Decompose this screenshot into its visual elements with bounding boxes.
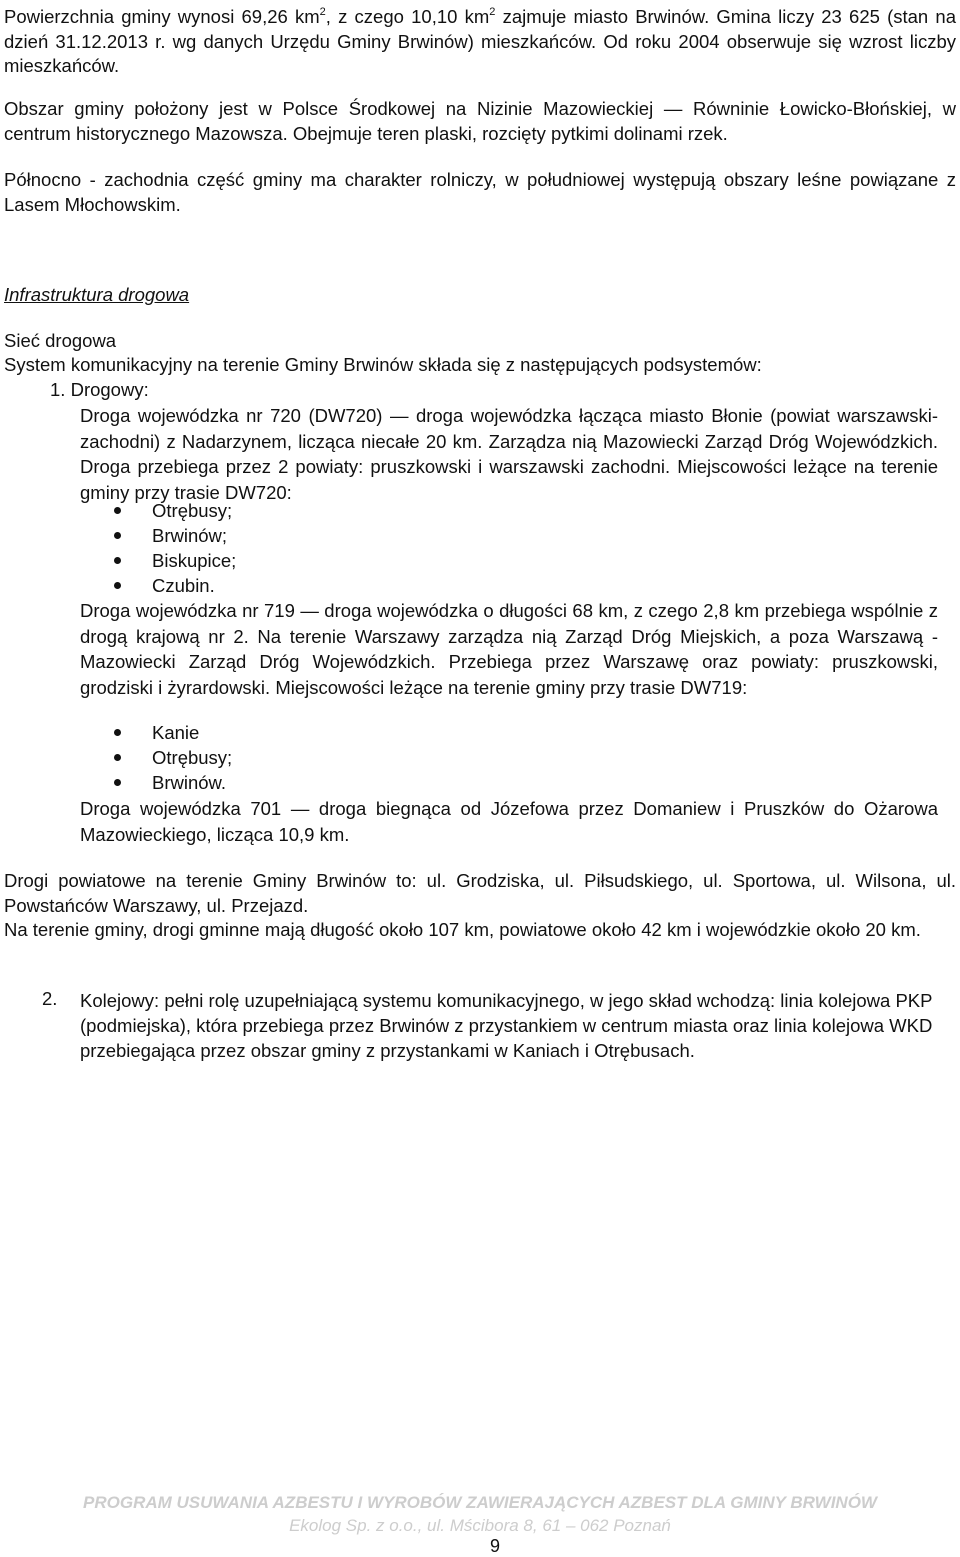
dw719-description: Droga wojewódzka nr 719 — droga wojewódzka o długości 68 km, z czego 2,8 km przebiega wspólnie z drogą krajową nr 2. Na terenie Warszawy zarządza nią Zarząd Dróg Miejskich, a poza Warszawą - Mazowiecki Zarząd Dróg Wojewódzkich. Przebiega przez Warszawę oraz powiaty: pruszkowski, grodziski i żyrardowski. Miejscowości leżące na terenie gminy przy trasie DW719:: [80, 600, 938, 698]
footer-company: Ekolog Sp. z o.o., ul. Mścibora 8, 61 – 062 Poznań: [289, 1516, 671, 1535]
list-item: Otrębusy;: [108, 745, 232, 770]
page-number: 9: [489, 1536, 500, 1556]
superscript-2: 2: [489, 6, 496, 18]
bullet-icon: [114, 779, 121, 786]
list-item: Brwinów.: [108, 770, 232, 795]
railway-description: Kolejowy: pełni rolę uzupełniającą systemu komunikacyjnego, w jego skład wchodzą: linia kolejowa PKP (podmiejska), która przebiega przez Brwinów z przystankiem w centrum miasta oraz linia kolejowa WKD przebiegająca przez obszar gminy z przystankami w Kaniach i Otrębusach.: [80, 990, 933, 1061]
subheading: Sieć drogowa: [4, 330, 117, 351]
county-roads-paragraph: Drogi powiatowe na terenie Gminy Brwinów to: ul. Grodziska, ul. Piłsudskiego, ul. Sportowa, ul. Wilsona, ul. Powstańców Warszawy, ul. Przejazd.: [4, 870, 956, 916]
list-item: Brwinów;: [108, 523, 236, 548]
list-item: Biskupice;: [108, 548, 236, 573]
dw701-description: Droga wojewódzka 701 — droga biegnąca od Józefowa przez Domaniew i Pruszków do Ożarowa Mazowieckiego, licząca 10,9 km.: [80, 798, 938, 845]
section-heading: Infrastruktura drogowa: [4, 284, 190, 305]
system-intro: System komunikacyjny na terenie Gminy Brwinów składa się z następujących podsystemów:: [4, 354, 762, 375]
dw720-description: Droga wojewódzka nr 720 (DW720) — droga wojewódzka łącząca miasto Błonie (powiat warszawski-zachodni) z Nadarzynem, licząca niecałe 20 km. Zarządza nią Mazowiecki Zarząd Dróg Wojewódzkich. Droga przebiega przez 2 powiaty: pruszkowski i warszawski zachodni. Miejscowości leżące na terenie gminy przy trasie DW720:: [80, 405, 938, 503]
landuse-paragraph: Północno - zachodnia część gminy ma charakter rolniczy, w południowej występują obszary leśne powiązane z Lasem Młochowskim.: [4, 169, 956, 215]
bullet-icon: [114, 582, 121, 589]
bullet-icon: [114, 557, 121, 564]
list-item-1-header: 1. Drogowy:: [50, 379, 149, 400]
bullet-icon: [114, 507, 121, 514]
list-item: Kanie: [108, 720, 232, 745]
road-length-paragraph: Na terenie gminy, drogi gminne mają długość około 107 km, powiatowe około 42 km i wojewódzkie około 20 km.: [4, 919, 921, 940]
footer-title: PROGRAM USUWANIA AZBESTU I WYROBÓW ZAWIERAJĄCYCH AZBEST DLA GMINY BRWINÓW: [83, 1493, 877, 1512]
bullet-icon: [114, 754, 121, 761]
list-item: Czubin.: [108, 573, 236, 598]
list-item: Otrębusy;: [108, 498, 236, 523]
superscript-2: 2: [319, 6, 326, 18]
location-paragraph: Obszar gminy położony jest w Polsce Środkowej na Nizinie Mazowieckiej — Równinie Łowicko-Błońskiej, w centrum historycznego Mazowsza. Obejmuje teren plaski, rozcięty pytkimi dolinami rzek.: [4, 98, 956, 144]
dw719-places-list: [108, 720, 232, 795]
list-item-2-number: 2.: [42, 988, 58, 1009]
intro-paragraph: Powierzchnia gminy wynosi 69,26 $km^2$, z czego 10,10 $km^2$ zajmuje miasto Brwinów. Gmina liczy 23 625 (stan na dzień 31.12.2013 r. wg danych Urzędu Gminy Brwinów) mieszkańców. Od roku 2004 obserwuje się wzrost liczby mieszkańców.: [4, 6, 956, 77]
bullet-icon: [114, 729, 121, 736]
bullet-icon: [114, 532, 121, 539]
dw720-places-list: [108, 498, 236, 598]
